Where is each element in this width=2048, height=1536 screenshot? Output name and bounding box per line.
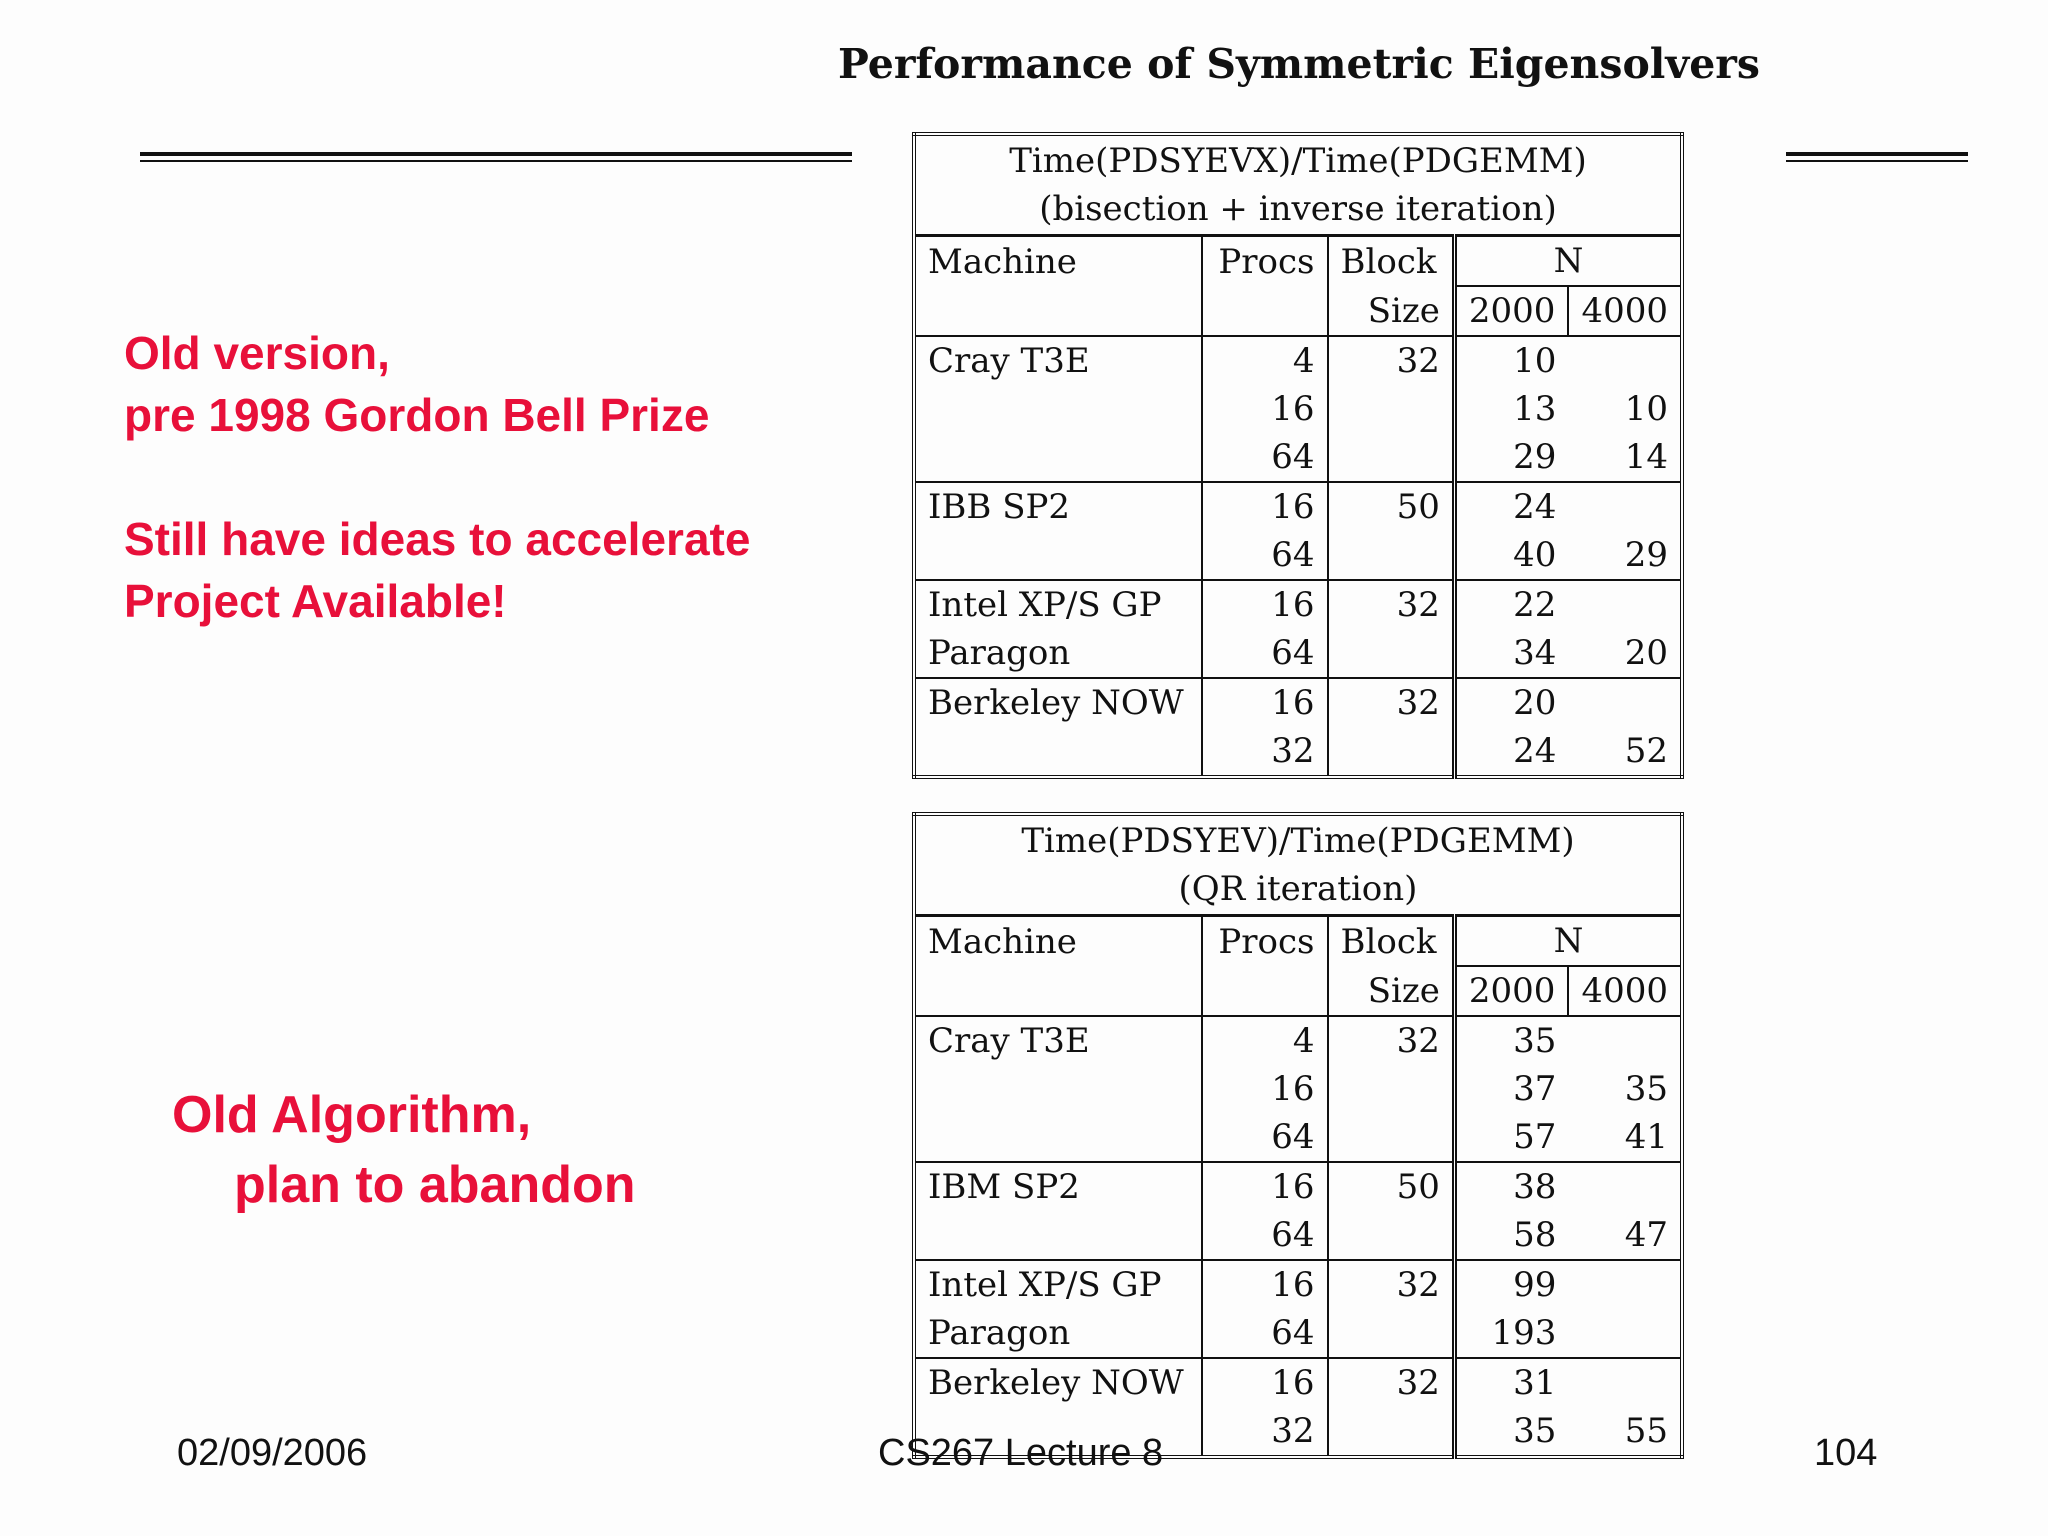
caption-line: Time(PDSYEV)/Time(PDGEMM) — [1021, 821, 1575, 861]
procs-cell: 16 — [1202, 580, 1327, 629]
n4000-cell: 20 — [1568, 629, 1682, 678]
procs-cell: 64 — [1202, 433, 1327, 482]
machine-name: Berkeley NOW — [928, 1363, 1184, 1403]
block-size-cell — [1328, 1407, 1455, 1457]
n2000-cell: 10 — [1454, 336, 1568, 385]
header-block: Block — [1328, 236, 1455, 287]
machine-name: Berkeley NOW — [928, 683, 1184, 723]
block-size-cell — [1328, 385, 1455, 433]
caption-line: (bisection + inverse iteration) — [1039, 189, 1557, 229]
title-rule-left — [140, 152, 852, 156]
n4000-cell — [1568, 482, 1682, 531]
slide-title: Performance of Symmetric Eigensolvers — [838, 40, 1760, 88]
header-n: N — [1454, 916, 1682, 967]
block-size-cell — [1328, 433, 1455, 482]
block-size-cell — [1328, 1065, 1455, 1113]
header-machine: Machine — [928, 241, 1077, 282]
n4000-cell — [1568, 1016, 1682, 1065]
n4000-cell — [1568, 678, 1682, 727]
procs-cell: 16 — [1202, 1358, 1327, 1407]
n4000-cell: 47 — [1568, 1211, 1682, 1260]
header-size: Size — [1328, 286, 1455, 336]
title-rule-left-thin — [140, 160, 852, 162]
block-size-cell: 32 — [1328, 678, 1455, 727]
n4000-cell — [1568, 580, 1682, 629]
footer-date: 02/09/2006 — [177, 1432, 368, 1474]
n4000-cell: 55 — [1624, 1411, 1668, 1451]
machine-name: Paragon — [914, 1309, 1202, 1358]
note-line: Still have ideas to accelerate — [124, 513, 751, 565]
header-cell — [914, 966, 1202, 1016]
machine-name — [914, 1113, 1202, 1162]
n4000-cell — [1568, 336, 1682, 385]
procs-cell: 64 — [1202, 1113, 1327, 1162]
block-size-cell: 50 — [1328, 482, 1455, 531]
header-n-4000: 4000 — [1568, 966, 1682, 1016]
n2000-cell: 58 — [1454, 1211, 1568, 1260]
header-cell — [1202, 286, 1327, 336]
n2000-cell: 99 — [1454, 1260, 1568, 1309]
n2000-cell: 24 — [1454, 727, 1568, 777]
block-size-cell: 32 — [1328, 580, 1455, 629]
note-line: Old version, — [124, 327, 390, 379]
table-caption — [914, 134, 1682, 236]
n4000-cell — [1568, 1309, 1682, 1358]
header-size: Size — [1328, 966, 1455, 1016]
footer-course: CS267 Lecture 8 — [878, 1432, 1164, 1474]
n2000-cell: 193 — [1454, 1309, 1568, 1358]
header-procs: Procs — [1202, 916, 1327, 967]
n4000-cell: 14 — [1568, 433, 1682, 482]
n4000-cell: 10 — [1624, 389, 1668, 429]
note-line: pre 1998 Gordon Bell Prize — [124, 389, 710, 441]
block-size-cell — [1328, 727, 1455, 777]
procs-cell: 64 — [1202, 531, 1327, 580]
n4000-cell — [1568, 1162, 1682, 1211]
n2000-cell: 13 — [1454, 385, 1568, 433]
procs-cell: 16 — [1202, 1162, 1327, 1211]
procs-cell: 16 — [1202, 1065, 1327, 1113]
header-cell — [1202, 966, 1327, 1016]
procs-cell: 64 — [1202, 1211, 1327, 1260]
eigensolver-table-pdsyev — [912, 812, 1684, 1459]
machine-name — [914, 531, 1202, 580]
note-old-algorithm — [172, 1080, 636, 1220]
n2000-cell: 35 — [1454, 1407, 1568, 1457]
procs-cell: 32 — [1202, 727, 1327, 777]
machine-name: Cray T3E — [928, 341, 1090, 381]
n4000-cell: 29 — [1568, 531, 1682, 580]
block-size-cell: 32 — [1328, 1016, 1455, 1065]
header-machine: Machine — [928, 921, 1077, 962]
caption-line: Time(PDSYEVX)/Time(PDGEMM) — [1009, 141, 1587, 181]
machine-name: Paragon — [914, 629, 1202, 678]
n4000-cell — [1568, 1358, 1682, 1407]
block-size-cell — [1328, 1113, 1455, 1162]
header-procs: Procs — [1202, 236, 1327, 287]
machine-name — [914, 1065, 1202, 1113]
procs-cell: 4 — [1202, 336, 1327, 385]
machine-name — [914, 1211, 1202, 1260]
block-size-cell: 32 — [1328, 1260, 1455, 1309]
header-n: N — [1454, 236, 1682, 287]
note-line: Project Available! — [124, 575, 507, 627]
procs-cell: 16 — [1202, 385, 1327, 433]
machine-name: IBM SP2 — [928, 1167, 1080, 1207]
procs-cell: 64 — [1202, 629, 1327, 678]
procs-cell: 16 — [1202, 482, 1327, 531]
machine-name: Intel XP/S GP — [928, 1265, 1162, 1305]
n4000-cell — [1568, 1260, 1682, 1309]
machine-name — [914, 433, 1202, 482]
note-line: plan to abandon — [234, 1156, 636, 1214]
note-line: Old Algorithm, — [172, 1086, 532, 1144]
block-size-cell — [1328, 531, 1455, 580]
header-n-2000: 2000 — [1454, 286, 1568, 336]
machine-name: Intel XP/S GP — [928, 585, 1162, 625]
procs-cell: 4 — [1202, 1016, 1327, 1065]
machine-name — [914, 385, 1202, 433]
block-size-cell — [1328, 629, 1455, 678]
machine-name: Cray T3E — [928, 1021, 1090, 1061]
n4000-cell: 41 — [1568, 1113, 1682, 1162]
n2000-cell: 22 — [1454, 580, 1568, 629]
block-size-cell: 32 — [1328, 336, 1455, 385]
block-size-cell: 50 — [1328, 1162, 1455, 1211]
n2000-cell: 24 — [1454, 482, 1568, 531]
note-old-version — [124, 322, 750, 632]
note-line — [124, 446, 750, 508]
procs-cell: 16 — [1202, 678, 1327, 727]
n2000-cell: 20 — [1454, 678, 1568, 727]
eigensolver-table-pdsyevx — [912, 132, 1684, 779]
n4000-cell: 35 — [1624, 1069, 1668, 1109]
block-size-cell — [1328, 1309, 1455, 1358]
header-cell — [914, 286, 1202, 336]
n2000-cell: 31 — [1454, 1358, 1568, 1407]
header-block: Block — [1328, 916, 1455, 967]
header-n-2000: 2000 — [1454, 966, 1568, 1016]
n2000-cell: 37 — [1454, 1065, 1568, 1113]
block-size-cell — [1328, 1211, 1455, 1260]
procs-cell: 16 — [1202, 1260, 1327, 1309]
procs-cell: 64 — [1202, 1309, 1327, 1358]
n4000-cell: 52 — [1624, 731, 1668, 771]
n2000-cell: 35 — [1454, 1016, 1568, 1065]
caption-line: (QR iteration) — [1178, 869, 1418, 909]
n2000-cell: 57 — [1454, 1113, 1568, 1162]
n2000-cell: 29 — [1454, 433, 1568, 482]
footer-page-number: 104 — [1814, 1432, 1878, 1474]
n2000-cell: 34 — [1454, 629, 1568, 678]
n2000-cell: 40 — [1454, 531, 1568, 580]
machine-name: IBB SP2 — [928, 487, 1071, 527]
table-caption — [914, 814, 1682, 916]
title-rule-right — [1786, 152, 1968, 156]
procs-cell: 32 — [1202, 1407, 1327, 1457]
machine-name — [914, 727, 1202, 777]
block-size-cell: 32 — [1328, 1358, 1455, 1407]
n2000-cell: 38 — [1454, 1162, 1568, 1211]
header-n-4000: 4000 — [1568, 286, 1682, 336]
title-rule-right-thin — [1786, 160, 1968, 162]
